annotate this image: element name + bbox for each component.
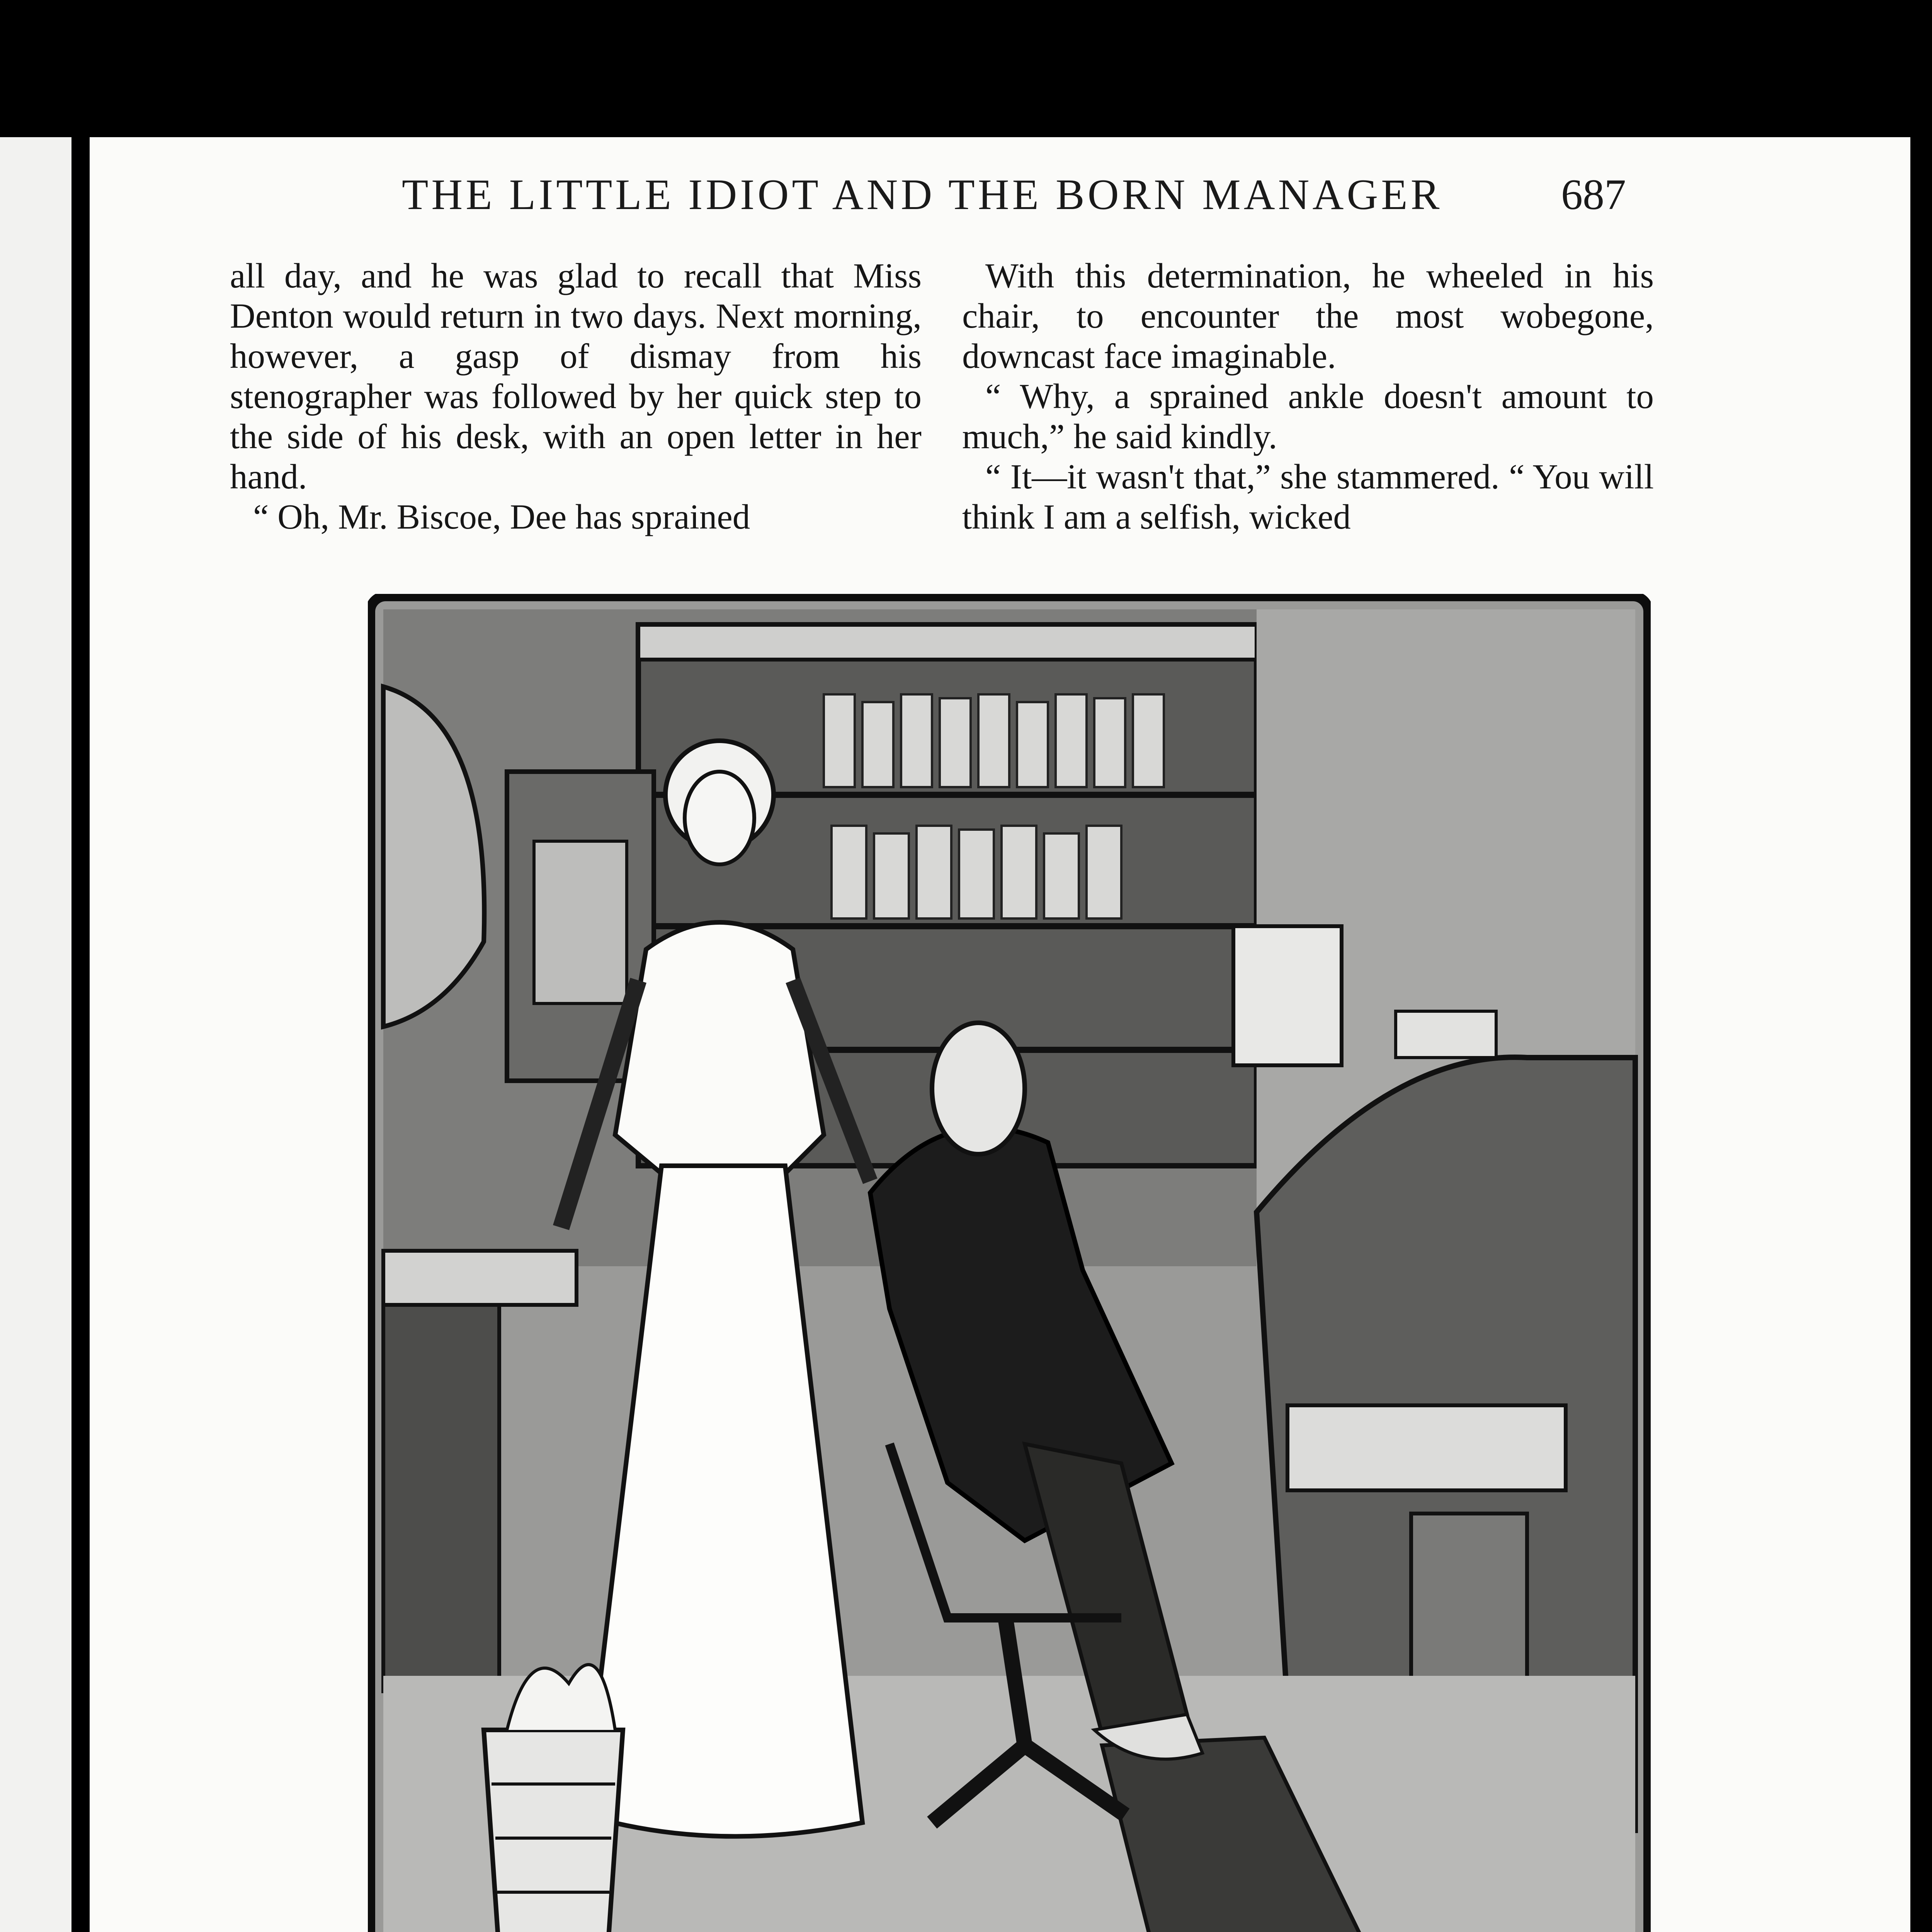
- page-number: 687: [1561, 171, 1626, 219]
- facing-page-edge: [0, 137, 71, 1932]
- paragraph: With this determination, he wheeled in his chair, to encounter the most wobegone, downcast face imaginable.: [962, 256, 1654, 376]
- text-column-top-right: [962, 256, 1654, 537]
- paragraph: “ Oh, Mr. Biscoe, Dee has sprained: [253, 497, 750, 536]
- paragraph: “ It—it wasn't that,” she stammered. “ You will think I am a selfish, wicked: [962, 457, 1654, 536]
- text-column-top-left: [230, 256, 922, 537]
- paragraph: “ Why, a sprained ankle doesn't amount to much,” he said kindly.: [962, 377, 1654, 456]
- running-title: THE LITTLE IDIOT AND THE BORN MANAGER: [402, 171, 1443, 219]
- paragraph: all day, and he was glad to recall that Miss Denton would return in two days. Next morning, however, a gasp of dismay from his stenographer was followed by her quick step to the side of his desk, with an open letter in her hand.: [230, 256, 922, 496]
- illustration-office-scene: [368, 594, 1651, 1932]
- running-head: [0, 170, 1932, 224]
